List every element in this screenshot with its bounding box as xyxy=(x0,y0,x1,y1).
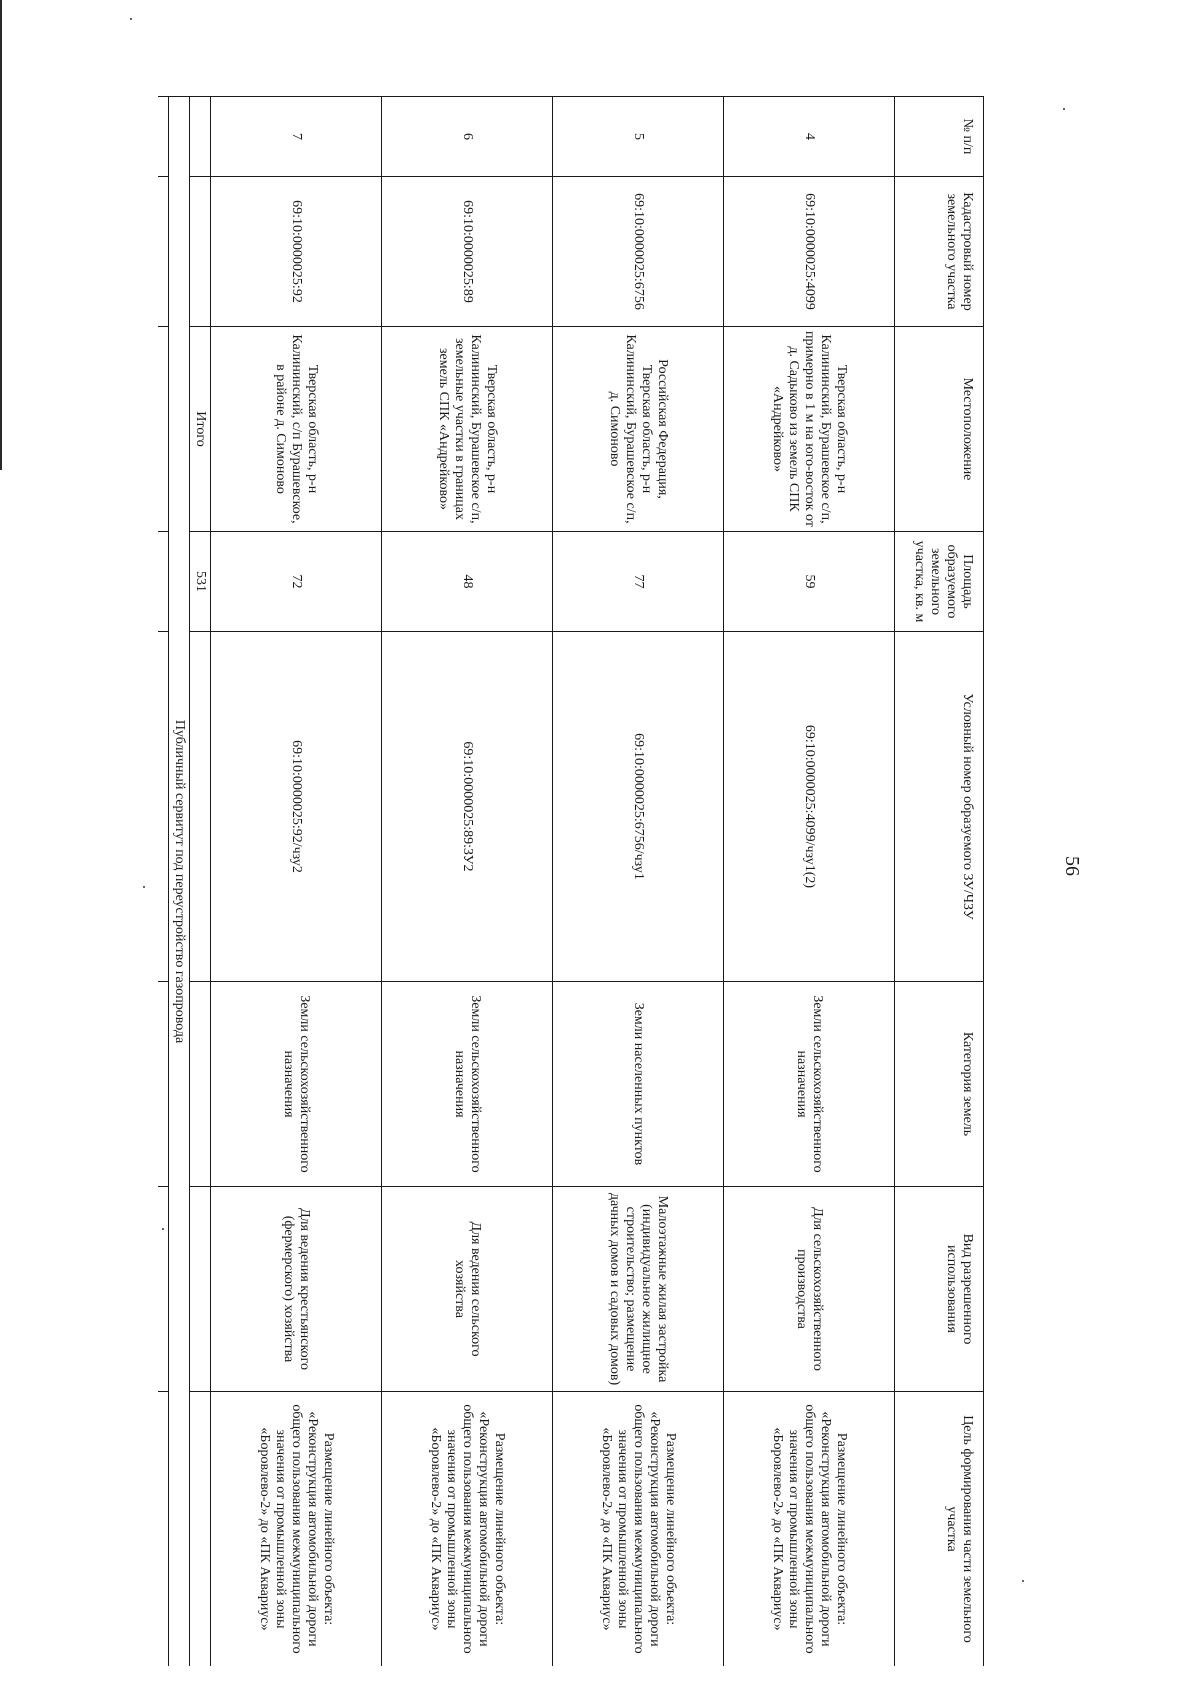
cell-num: 5 xyxy=(553,97,724,177)
cell-num: 4 xyxy=(724,97,895,177)
header-location: Местоположение xyxy=(895,327,984,532)
cell-cadastral: 69:10:0000025:4099 xyxy=(724,177,895,327)
page-number: 56 xyxy=(1061,856,1083,876)
total-blank-cell xyxy=(190,97,211,177)
cell-location: Тверская область, р-н Калининский, Бурашевское с/п, примерно в 1 м на юго-восток от д. Садыково из земель СПК «Андрейково» xyxy=(724,327,895,532)
cell-purpose: Размещение линейного объекта: «Реконструкция автомобильной дороги общего пользования межмуниципального значения от промышленной зоны «Боровлево-2» до «ПК Аквариус» xyxy=(211,1392,382,1667)
empty-cell xyxy=(158,327,169,532)
scan-speck xyxy=(1022,1580,1024,1582)
cell-purpose: Размещение линейного объекта: «Реконструкция автомобильной дороги общего пользования межмуниципального значения от промышленной зоны «Боровлево-2» до «ПК Аквариус» xyxy=(382,1392,553,1667)
cell-conditional: 69:10:0000025:92/чзу2 xyxy=(211,632,382,982)
cell-area: 48 xyxy=(382,532,553,632)
table-row xyxy=(382,97,553,1667)
total-blank-cell xyxy=(190,177,211,327)
table-header-row xyxy=(895,97,984,1667)
empty-cell xyxy=(158,632,169,982)
cell-category: Земли сельскохозяйственного назначения xyxy=(382,982,553,1187)
cell-purpose: Размещение линейного объекта: «Реконструкция автомобильной дороги общего пользования межмуниципального значения от промышленной зоны «Боровлево-2» до «ПК Аквариус» xyxy=(724,1392,895,1667)
total-row xyxy=(190,97,211,1667)
service-note: Публичный сервитут под переустройство газопровода xyxy=(169,97,190,1667)
cell-purpose: Размещение линейного объекта: «Реконструкция автомобильной дороги общего пользования межмуниципального значения от промышленной зоны «Боровлево-2» до «ПК Аквариус» xyxy=(553,1392,724,1667)
land-parcels-table-frame xyxy=(158,96,984,1666)
empty-cell xyxy=(158,177,169,327)
cell-permitted-use: Для ведения сельского хозяйства xyxy=(382,1187,553,1392)
empty-cell xyxy=(158,97,169,177)
cell-permitted-use: Для ведения крестьянского (фермерского) хозяйства xyxy=(211,1187,382,1392)
cell-num: 6 xyxy=(382,97,553,177)
header-conditional: Условный номер образуемого ЗУ/ЧЗУ xyxy=(895,632,984,982)
cell-location: Тверская область, р-н Калининский, с/п Бурашевское, в районе д. Симоново xyxy=(211,327,382,532)
land-parcels-table-rotated xyxy=(158,96,984,1666)
scan-speck xyxy=(143,886,145,888)
cell-location: Тверская область, р-н Калининский, Бурашевское с/п, земельные участки в границах земель СПК «Андрейково» xyxy=(382,327,553,532)
scan-edge-mark xyxy=(0,0,2,470)
empty-cell xyxy=(158,1187,169,1392)
total-area: 531 xyxy=(190,532,211,632)
cell-category: Земли населенных пунктов xyxy=(553,982,724,1187)
cell-conditional: 69:10:0000025:4099/чзу1(2) xyxy=(724,632,895,982)
cell-num: 7 xyxy=(211,97,382,177)
cell-area: 72 xyxy=(211,532,382,632)
empty-cell xyxy=(158,532,169,632)
cell-category: Земли сельскохозяйственного назначения xyxy=(724,982,895,1187)
cell-cadastral: 69:10:0000025:89 xyxy=(382,177,553,327)
cell-conditional: 69:10:0000025:89:ЗУ2 xyxy=(382,632,553,982)
land-parcels-table xyxy=(158,96,984,1666)
header-cadastral: Кадастровый номер земельного участка xyxy=(895,177,984,327)
table-row xyxy=(553,97,724,1667)
table-row xyxy=(211,97,382,1667)
total-blank-cell xyxy=(190,632,211,982)
cell-category: Земли сельскохозяйственного назначения xyxy=(211,982,382,1187)
empty-row xyxy=(158,97,169,1667)
cell-permitted-use: Для сельскохозяйственного производства xyxy=(724,1187,895,1392)
header-area: Площадь образуемого земельного участка, кв. м xyxy=(895,532,984,632)
cell-permitted-use: Малоэтажные жилая застройка (индивидуальное жилищное строительство; размещение дачных домов и садовых домов) xyxy=(553,1187,724,1392)
total-blank-cell xyxy=(190,982,211,1187)
scan-speck xyxy=(1063,108,1065,110)
empty-cell xyxy=(158,1392,169,1667)
header-permitted-use: Вид разрешенного использования xyxy=(895,1187,984,1392)
empty-cell xyxy=(158,982,169,1187)
cell-location: Российская Федерация, Тверская область, р-н Калининский, Бурашевское с/п, д. Симоново xyxy=(553,327,724,532)
total-blank-cell xyxy=(190,1187,211,1392)
cell-area: 77 xyxy=(553,532,724,632)
scan-speck xyxy=(130,18,132,20)
cell-conditional: 69:10:0000025:6756/чзу1 xyxy=(553,632,724,982)
service-note-row xyxy=(169,97,190,1667)
table-row xyxy=(724,97,895,1667)
total-label: Итого xyxy=(190,327,211,532)
total-blank-cell xyxy=(190,1392,211,1667)
cell-area: 59 xyxy=(724,532,895,632)
header-category: Категория земель xyxy=(895,982,984,1187)
header-purpose: Цель формирования части земельного участка xyxy=(895,1392,984,1667)
cell-cadastral: 69:10:0000025:92 xyxy=(211,177,382,327)
cell-cadastral: 69:10:0000025:6756 xyxy=(553,177,724,327)
header-num: № п/п xyxy=(895,97,984,177)
